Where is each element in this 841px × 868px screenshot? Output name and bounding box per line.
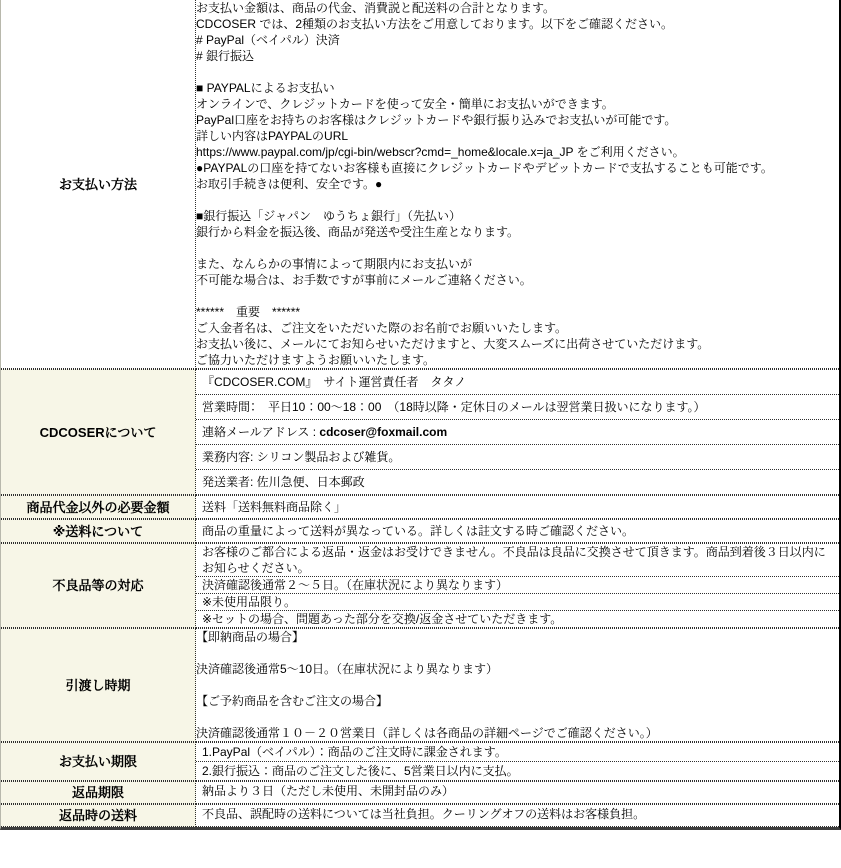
row-label-return-shipping-fee: 返品時の送料 (1, 804, 196, 827)
text-line (196, 677, 839, 693)
text-line (196, 192, 839, 208)
text-line: 詳しい内容はPAYPALのURL (196, 129, 349, 143)
row-content-payment-deadline (196, 742, 839, 781)
row-content-about-cdcoser (196, 369, 839, 495)
sub-row-text: ※セットの場合、問題あった部分を交換/返金させていただきます。 (202, 612, 563, 626)
sub-row-text: お客様のご都合による返品・返金はお受けできません。不良品は良品に交換させて頂きます。商品到着後３日以内にお知らせください。 (202, 545, 826, 575)
sub-row (196, 544, 839, 576)
sub-row (196, 576, 839, 593)
sub-row (196, 394, 839, 419)
sub-row (196, 419, 839, 444)
sub-row-text: 1.PayPal（ベイパル）：商品のご注文時に課金されます。 (202, 745, 507, 759)
info-table-body (1, 0, 839, 827)
text-line: # PayPal（ベイパル）決済 (196, 33, 340, 47)
text-line (196, 288, 839, 304)
text-line: 決済確認後通常１０－２０営業日（詳しくは各商品の詳細ページでご確認ください。） (196, 726, 658, 740)
table-row-return-deadline (1, 781, 839, 804)
text-line: 決済確認後通常5～10日。（在庫状況により異なります） (196, 662, 499, 676)
email-address-text: cdcoser@foxmail.com (319, 425, 448, 439)
sub-row (196, 444, 839, 469)
row-label-delivery-period: 引渡し時期 (1, 628, 196, 742)
text-line: ■銀行振込「ジャパン ゆうちょ銀行」（先払い） (196, 209, 462, 223)
table-row-delivery-period (1, 628, 839, 742)
text-line: 【ご予約商品を含むご注文の場合】 (196, 694, 389, 708)
sub-row (196, 761, 839, 780)
text-line: CDCOSER では、2種類のお支払い方法をご用意しております。以下をご確認ください。 (196, 17, 674, 31)
text-line: https://www.paypal.com/jp/cgi-bin/webscr?cmd=_home&locale.x=ja_JP をご利用ください。 (196, 145, 685, 159)
table-row-payment-deadline (1, 742, 839, 781)
table-row-about-cdcoser (1, 369, 839, 495)
table-row-extra-fees (1, 495, 839, 519)
text-line: ****** 重要 ****** (196, 305, 301, 319)
sub-row-text: 営業時間： 平日10：00～18：00 （18時以降・定休日のメールは翌営業日扱いになります。） (202, 400, 706, 414)
sub-row (196, 743, 839, 761)
sub-row (196, 593, 839, 610)
text-line: ご入金者名は、ご注文をいただいた際のお名前でお願いいたします。 (196, 321, 568, 335)
row-label-return-deadline: 返品期限 (1, 781, 196, 804)
text-line: お支払い後に、メールにてお知らせいただけますと、大変スムーズに出荷させていただけます。 (196, 337, 710, 351)
sub-row-text: 『CDCOSER.COM』 サイト運営責任者 タタノ (202, 375, 467, 389)
sub-row-text: 発送業者: 佐川急便、日本郵政 (202, 475, 365, 489)
sub-row-text: 連絡メールアドレス : (202, 425, 320, 439)
sub-row-text: ※未使用品限り。 (202, 595, 297, 609)
row-content-return-deadline (196, 781, 839, 804)
table-row-return-shipping-fee (1, 804, 839, 827)
text-line: お取引手続きは便利、安全です。● (196, 177, 383, 191)
text-line: 銀行から料金を振込後、商品が発送や受注生産となります。 (196, 225, 520, 239)
row-content-shipping-note (196, 519, 839, 543)
text-line: ■ PAYPALによるお支払い (196, 81, 335, 95)
sub-row-text: 不良品、誤配時の送料については当社負担。クーリングオフの送料はお客様負担。 (202, 807, 646, 821)
sub-row (196, 805, 839, 823)
sub-row (196, 469, 839, 494)
table-row-payment-method (1, 0, 839, 369)
text-line: 不可能な場合は、お手数ですが事前にメールご連絡ください。 (196, 273, 532, 287)
row-content-return-shipping-fee (196, 804, 839, 827)
sub-row (196, 496, 839, 518)
row-label-shipping-note: ※送料について (1, 519, 196, 543)
sub-row-text: 決済確認後通常２～５日。（在庫状況により異なります） (202, 578, 509, 592)
sub-row (196, 610, 839, 627)
text-line: # 銀行振込 (196, 49, 255, 63)
row-label-payment-deadline: お支払い期限 (1, 742, 196, 781)
row-content-defective-response (196, 543, 839, 628)
sub-row-text: 商品の重量によって送料が異なっている。詳しくは註文する時ご確認ください。 (202, 524, 635, 538)
sub-row-text: 業務内容: シリコン製品および雑貨。 (202, 450, 401, 464)
table-row-defective-response (1, 543, 839, 628)
text-line (196, 709, 839, 725)
sub-row (196, 520, 839, 542)
sub-row (196, 782, 839, 800)
sub-row-text: 2.銀行振込：商品のご注文した後に、5営業日以内に支払。 (202, 764, 519, 778)
row-label-payment-method: お支払い方法 (1, 0, 196, 369)
text-line (196, 64, 839, 80)
row-label-defective-response: 不良品等の対応 (1, 543, 196, 628)
text-line: ●PAYPALの口座を持てないお客様も直接にクレジットカードやデビットカードで支払することも可能です。 (196, 161, 773, 175)
row-label-extra-fees: 商品代金以外の必要金額 (1, 495, 196, 519)
row-content-delivery-period (196, 628, 839, 742)
sub-row (196, 370, 839, 394)
text-line: また、なんらかの事情によって期限内にお支払いが (196, 257, 473, 271)
row-label-about-cdcoser: CDCOSERについて (1, 369, 196, 495)
sub-row-text: 納品より３日（ただし未使用、未開封品のみ） (202, 784, 455, 798)
text-line: ご協力いただけますようお願いいたします。 (196, 353, 436, 367)
text-line: お支払い金額は、商品の代金、消費説と配送料の合計となります。 (196, 1, 556, 15)
text-line: 【即納商品の場合】 (196, 630, 305, 644)
text-line: PayPal口座をお持ちのお客様はクレジットカードや銀行振り込みでお支払いが可能です。 (196, 113, 677, 127)
text-line (196, 645, 839, 661)
text-line: オンラインで、クレジットカードを使って安全・簡単にお支払いができます。 (196, 97, 614, 111)
table-row-shipping-note (1, 519, 839, 543)
row-content-payment-method (196, 0, 839, 369)
sub-row-text: 送料「送料無料商品除く」 (202, 500, 347, 514)
row-content-extra-fees (196, 495, 839, 519)
text-line (196, 240, 839, 256)
